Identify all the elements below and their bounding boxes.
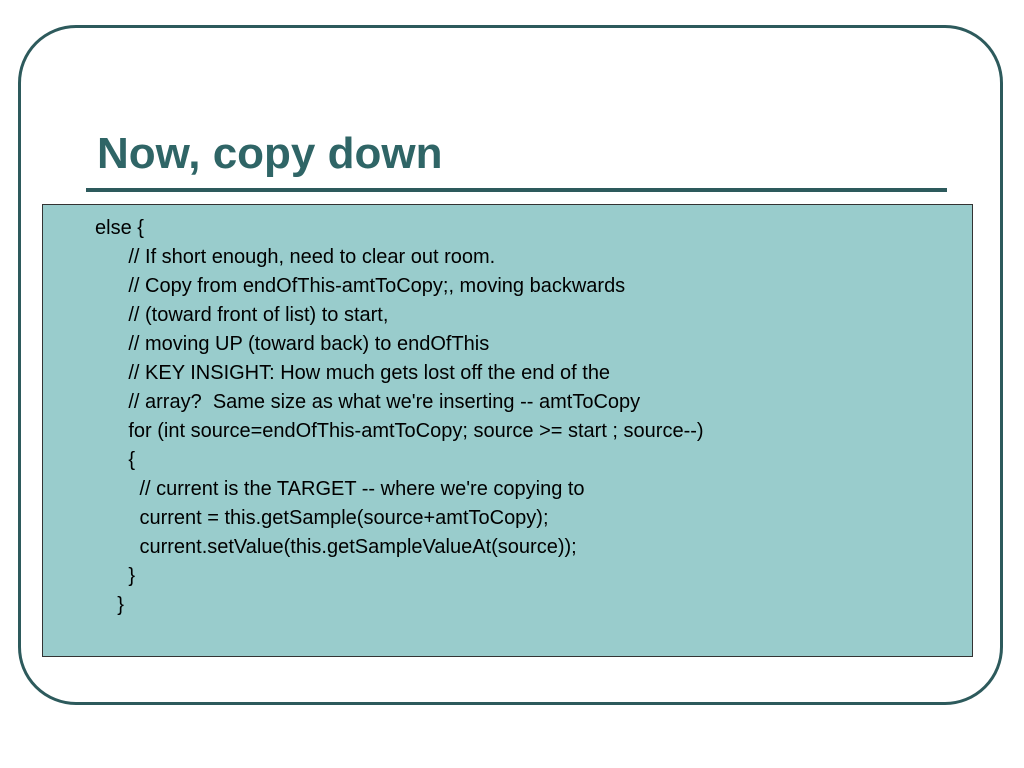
slide-title: Now, copy down <box>97 129 443 178</box>
code-line: for (int source=endOfThis-amtToCopy; source >= start ; source--) <box>95 420 704 442</box>
code-line: // Copy from endOfThis-amtToCopy;, moving backwards <box>95 275 626 297</box>
code-line: // KEY INSIGHT: How much gets lost off the end of the <box>95 362 611 384</box>
code-line: // moving UP (toward back) to endOfThis <box>95 333 490 355</box>
code-line: current.setValue(this.getSampleValueAt(source)); <box>95 536 577 558</box>
code-line: // (toward front of list) to start, <box>95 304 389 326</box>
code-line: // current is the TARGET -- where we're copying to <box>95 478 585 500</box>
code-line: } <box>95 565 136 587</box>
code-line: { <box>95 449 136 471</box>
code-line: // If short enough, need to clear out room. <box>95 246 496 268</box>
code-line: } <box>95 594 124 616</box>
code-block <box>95 214 704 620</box>
title-underline <box>86 188 947 192</box>
code-line: current = this.getSample(source+amtToCopy); <box>95 507 549 529</box>
code-line: // array? Same size as what we're inserting -- amtToCopy <box>95 391 641 413</box>
code-line: else { <box>95 217 144 239</box>
